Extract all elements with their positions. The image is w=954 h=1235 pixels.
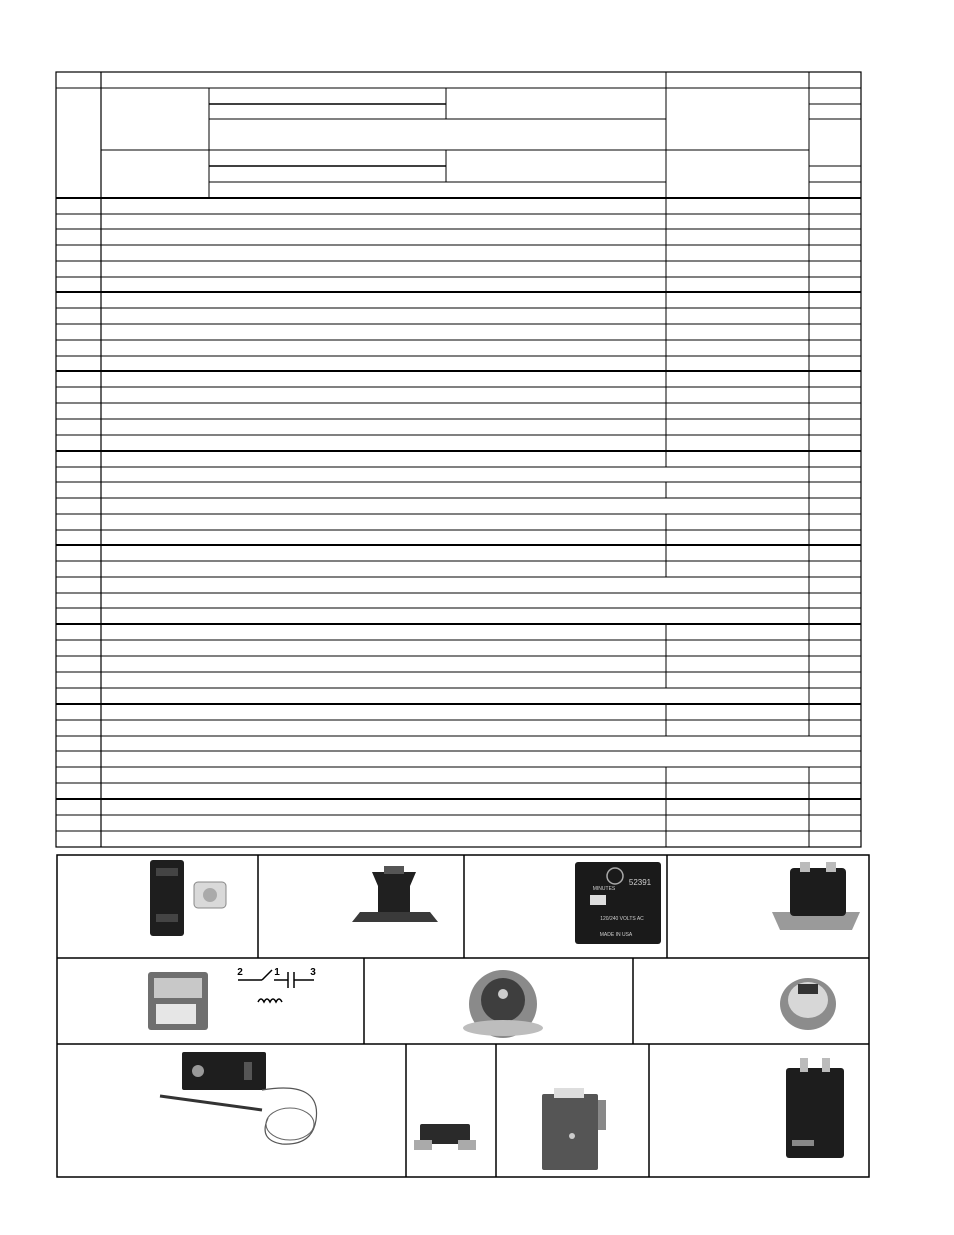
terminal-number: 2 — [237, 967, 243, 978]
fuse-link-photo — [414, 1124, 476, 1150]
sequencer-photo — [463, 970, 543, 1038]
timer-label: 52391 — [628, 878, 652, 887]
capillary-thermostat-photo — [160, 1052, 317, 1144]
terminal-number: 1 — [274, 967, 280, 978]
switch-box-photo — [542, 1088, 606, 1170]
timer-module-photo — [575, 862, 661, 944]
timer-label: 120/240 VOLTS AC — [600, 916, 644, 922]
disc-thermostat-photo — [780, 978, 836, 1030]
fan-limit-switch-photo — [772, 862, 860, 930]
mounting-bracket-photo — [352, 866, 438, 922]
table-frame — [56, 72, 861, 847]
timer-label: MINUTES — [592, 886, 616, 892]
relay-and-schematic — [148, 967, 316, 1030]
relay-with-socket-photo — [150, 860, 226, 936]
terminal-number: 3 — [310, 967, 316, 978]
parts-table — [56, 72, 861, 847]
timer-label: MADE IN USA — [599, 932, 633, 938]
photo-panel — [57, 855, 869, 1177]
transformer-photo — [786, 1058, 844, 1158]
